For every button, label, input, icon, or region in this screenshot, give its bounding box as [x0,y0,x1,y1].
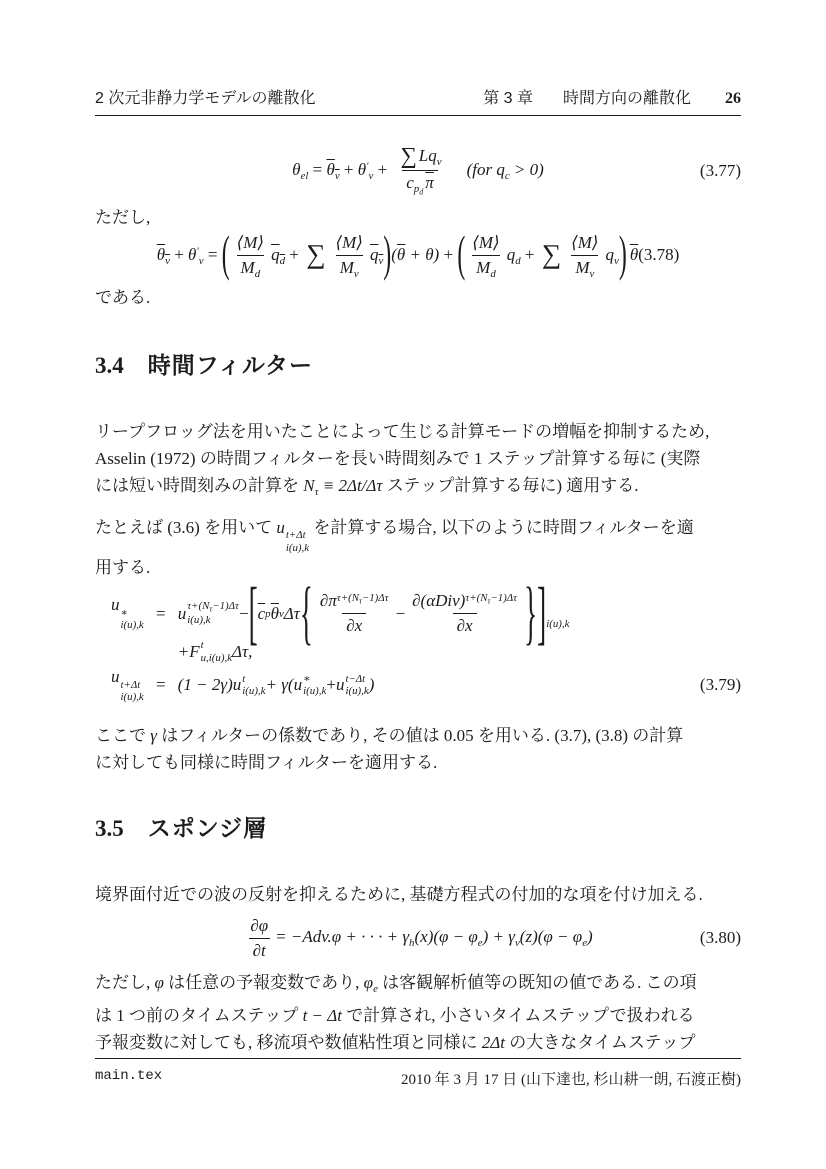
equation-tag-377: (3.77) [699,161,741,181]
equation-3-80 [95,916,741,961]
body-text: で計算され, 小さいタイムステップで扱われる [341,1006,695,1026]
section-title: 時間フィルター [147,351,313,378]
equation-tag-378: (3.78) [638,245,680,265]
footer-date-authors: 2010 年 3 月 17 日 (山下達也, 杉山耕一朗, 石渡正樹) [401,1072,741,1088]
body-text: 用する. [95,558,151,578]
big-paren-close: ) [618,227,627,283]
plus-sign: + [285,245,304,265]
plus-sign: + [326,675,336,695]
equals-sign: = [155,675,166,695]
body-text: ただし, [95,208,151,228]
paragraph-343 [95,722,741,776]
big-paren-open: ( [221,227,230,283]
equation-3-78 [95,227,741,283]
paragraph-342 [95,514,741,581]
equals-sign: = [308,159,327,179]
body-text: ステップ計算する毎に) 適用する. [382,475,639,495]
plus-sign: + [520,245,539,265]
fraction: $\frac{\partial\varphi}{\partial t}$ [250,915,269,960]
body-text: を計算する場合, 以下のように時間フィルターを適 [309,517,694,537]
inline-math: $\varphi_e$ [363,972,378,995]
body-text: たとえば (3.6) を用いて [95,517,277,537]
equation-tag-380: (3.80) [699,928,741,947]
big-paren-close: ) [383,227,392,283]
paragraph-351 [95,881,741,908]
summation-icon: ∑ [306,238,326,269]
section-number: 3.4 [95,352,124,378]
section-heading-3-5 [95,810,741,843]
fraction: $\partial(\alpha Div)^{\tau+(N_\tau-1)\Delta\tau}$ ∂x [412,591,518,636]
eq377-content [292,142,544,197]
math-symbol: θ [357,159,367,179]
inline-math: t − Δt [302,1006,342,1026]
inline-math: $N_\tau \equiv 2\Delta t/\Delta\tau$ [303,475,383,498]
body-text: ただし, [95,972,155,992]
section-heading-3-4 [95,347,741,380]
fraction: $\frac{⟨M⟩}{M_v}$ [571,233,599,280]
page-header [95,85,741,116]
header-right [483,85,741,108]
fraction: ∑ $Lq_v$ $c_{p_d}$ $\overline{\pi}$ [400,142,442,197]
equation-tag-379: (3.79) [699,675,741,695]
summation-icon: ∑ [400,142,417,168]
condition: (for $q_c > 0$) [466,159,544,182]
body-text: 境界面付近での波の反射を抑えるために, 基礎方程式の付加的な項を付け加える. [95,884,703,904]
section-title: スポンジ層 [147,814,268,841]
body-text: ここで [95,725,151,745]
big-brace-close: } [524,573,538,652]
math-subscript: el [300,169,309,182]
header-section-title: 時間方向の離散化 [562,90,691,107]
big-brace-open: { [299,573,313,652]
inline-math: γ [150,725,157,745]
inline-math: u t+Δt i(u),k [276,517,310,554]
eq380-content: $\frac{\partial\varphi}{\partial t}$ = −Adv.φ + · · · + $\gamma_h(x)(\varphi - \varphi_e) + \gamma_v(z)(\varphi - \varphi_e)$ [243,927,592,946]
body-text: はフィルターの係数であり, その値は 0.05 を用いる. (3.7), (3.8) の計算 [156,725,684,745]
body-text: は任意の予報変数であり, [163,972,364,992]
page-footer [95,1058,741,1089]
inline-math: 2Δt [481,1033,505,1053]
plus-sign: + [373,159,392,179]
summation-icon: ∑ [541,238,562,269]
body-text: には短い時間刻みの計算を [95,475,304,495]
body-text: の大きなタイムステップ [504,1033,696,1053]
math-overline: $\theta_v$ [156,245,170,268]
math-prime: ′ [366,160,369,173]
plus-sign: + [439,245,458,265]
paragraph-dearu [95,284,741,311]
body-text: は客観解析値等の既知の値である. この項 [377,972,697,992]
paragraph-tadashi [95,204,741,231]
minus-sign: − [395,603,406,623]
body-text: である. [95,287,151,307]
equals-sign: = [155,603,166,623]
fraction: $\frac{⟨M⟩}{M_d}$ [472,233,500,280]
plus-sign: + [339,159,358,179]
bracket-subscript: i(u),k [546,618,570,631]
equals-sign: = [203,245,222,265]
big-paren-open: ( [457,227,466,283]
header-chapter: 第 3 章 [483,90,533,107]
header-left-title: 2 次元非静力学モデルの離散化 [95,90,316,107]
inline-math: φ [154,972,164,992]
paragraph-352 [95,969,741,1057]
paragraph-341 [95,418,741,506]
body-text: に対しても同様に時間フィルターを適用する. [95,752,438,772]
equation-3-79: u ∗ i(u),k = u $\tau+(N_\tau-1)\Delta\tau$ i(u),k − [ $\overline{c}$ p $\overline{\theta}$ v Δτ { $\partial\pi^{\tau+(N_\tau-1)\Delta\tau}$ ∂x − $\partial(\alpha Div)^{\tau+(N_\tau-1)\Delta\tau}$ ∂x } ] i(u),k +F t u,i(u),k Δτ, u t+Δt i(u),k = (1 − 2γ) u t i(u),k + γ( u ∗ i(u),k + u t−Δt i(u),k ) (3.79) [111,573,741,703]
fraction: $\partial\pi^{\tau+(N_\tau-1)\Delta\tau}$ ∂x [319,591,389,636]
body-text: 予報変数に対しても, 移流項や数値粘性項と同様に [95,1033,482,1053]
footer-filename: main.tex [95,1068,163,1084]
theta-group: $(\overline{\theta} + \theta)$ [391,245,440,265]
header-page-number: 26 [725,90,741,107]
body-text: Asselin (1972) の時間フィルターを長い時間刻みで 1 ステップ計算する毎に (実際 [95,448,701,468]
math-subscript: v [368,169,374,182]
body-text: は 1 つ前のタイムステップ [95,1006,303,1026]
body-text: リープフロッグ法を用いたことによって生じる計算モードの増幅を抑制するため, [95,421,710,441]
big-bracket-close: ] [537,573,547,652]
section-number: 3.5 [95,815,124,841]
fraction: $\frac{⟨M⟩}{M_v}$ [335,233,363,280]
plus-sign: + [169,245,189,265]
equation-3-77 [95,142,741,197]
eq378-content: $\theta_v + \theta'_v$ = ( $\frac{⟨M⟩}{M_d}$ $q_d$ + ∑ $\frac{⟨M⟩}{M_v}$ $q_v)(\overline{\theta} + \theta)$ + ( $\frac{⟨M⟩}{M_d}$ $q_d$ + ∑ $\frac{⟨M⟩}{M_v}$ $q_v$) $\overline{\theta}(3.78)$ [156,227,680,283]
math-symbol: θ [292,159,301,179]
fraction: $\frac{⟨M⟩}{M_d}$ [236,233,265,280]
math-overline: $\theta_v$ [326,159,340,182]
minus-sign: − [238,603,249,623]
big-bracket-open: [ [248,573,258,652]
